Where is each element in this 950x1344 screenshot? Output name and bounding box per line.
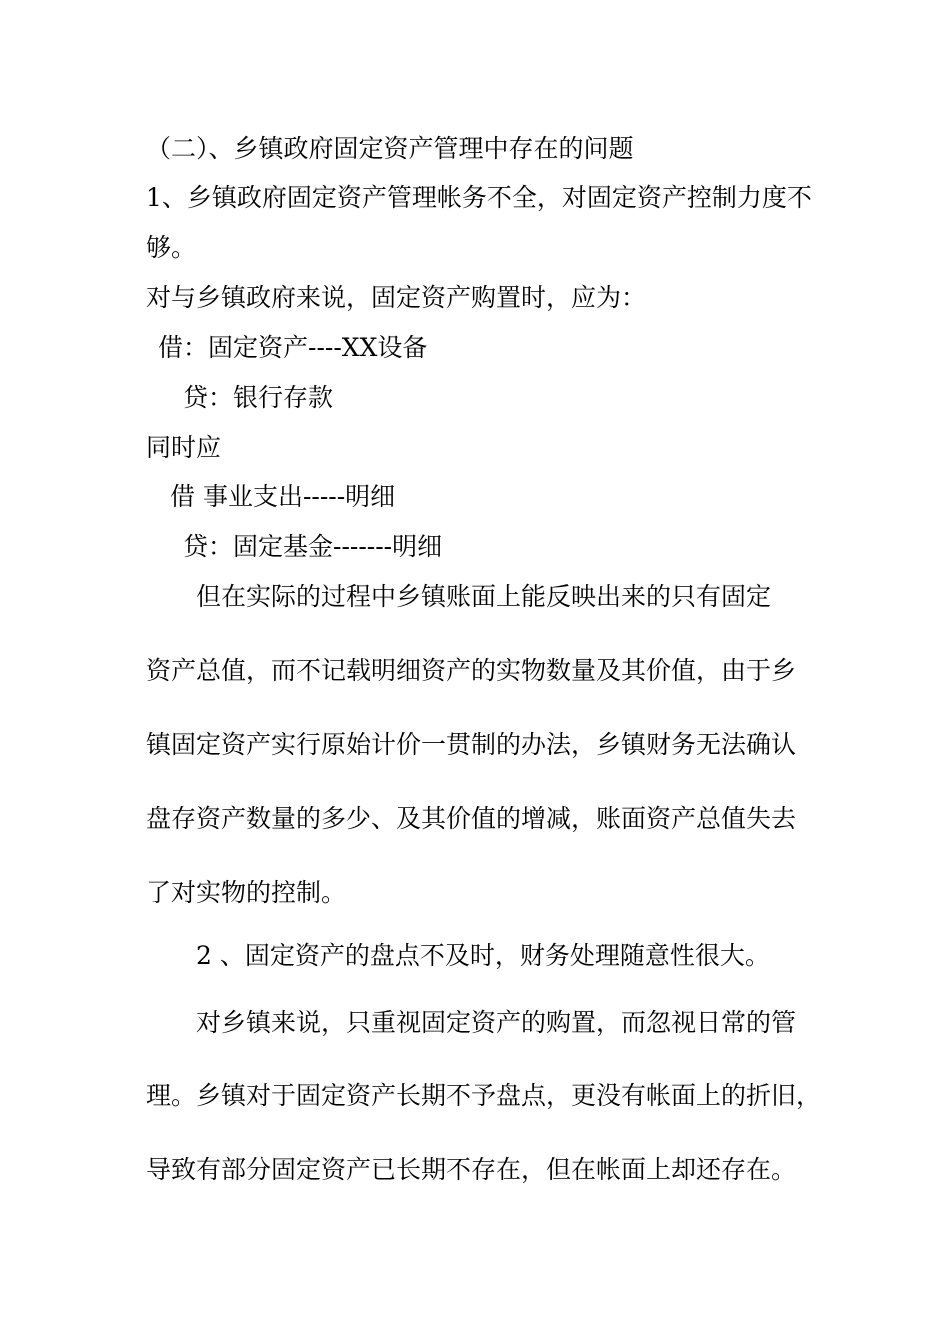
journal-credit-line: 贷：固定基金-------明细 (183, 532, 443, 561)
paragraph-line: 理。乡镇对于固定资产长期不予盘点，更没有帐面上的折旧， (146, 1081, 822, 1110)
paragraph-line: 盘存资产数量的多少、及其价值的增减，账面资产总值失去 (146, 804, 797, 833)
paragraph-line: 导致有部分固定资产已长期不存在，但在帐面上却还存在。 (146, 1155, 797, 1184)
paragraph-line: 但在实际的过程中乡镇账面上能反映出来的只有固定 (196, 582, 772, 611)
numbered-item-1-continuation: 够。 (146, 233, 197, 262)
paragraph-line: 同时应 (146, 433, 222, 462)
paragraph-line: 镇固定资产实行原始计价一贯制的办法，乡镇财务无法确认 (146, 730, 797, 759)
paragraph-line: 了对实物的控制。 (146, 878, 347, 907)
numbered-item-1: 1、乡镇政府固定资产管理帐务不全，对固定资产控制力度不 (146, 183, 812, 212)
journal-debit-line: 借 事业支出-----明细 (170, 482, 396, 511)
journal-credit-line: 贷：银行存款 (183, 383, 334, 412)
journal-debit-line: 借：固定资产----XX设备 (158, 333, 428, 362)
section-heading: （二）、乡镇政府固定资产管理中存在的问题 (146, 134, 634, 163)
paragraph-line: 对与乡镇政府来说，固定资产购置时，应为： (146, 283, 647, 312)
numbered-item-2: 2 、固定资产的盘点不及时，财务处理随意性很大。 (196, 941, 770, 970)
paragraph-line: 对乡镇来说，只重视固定资产的购置，而忽视日常的管 (196, 1008, 797, 1037)
paragraph-line: 资产总值，而不记载明细资产的实物数量及其价值，由于乡 (146, 656, 797, 685)
